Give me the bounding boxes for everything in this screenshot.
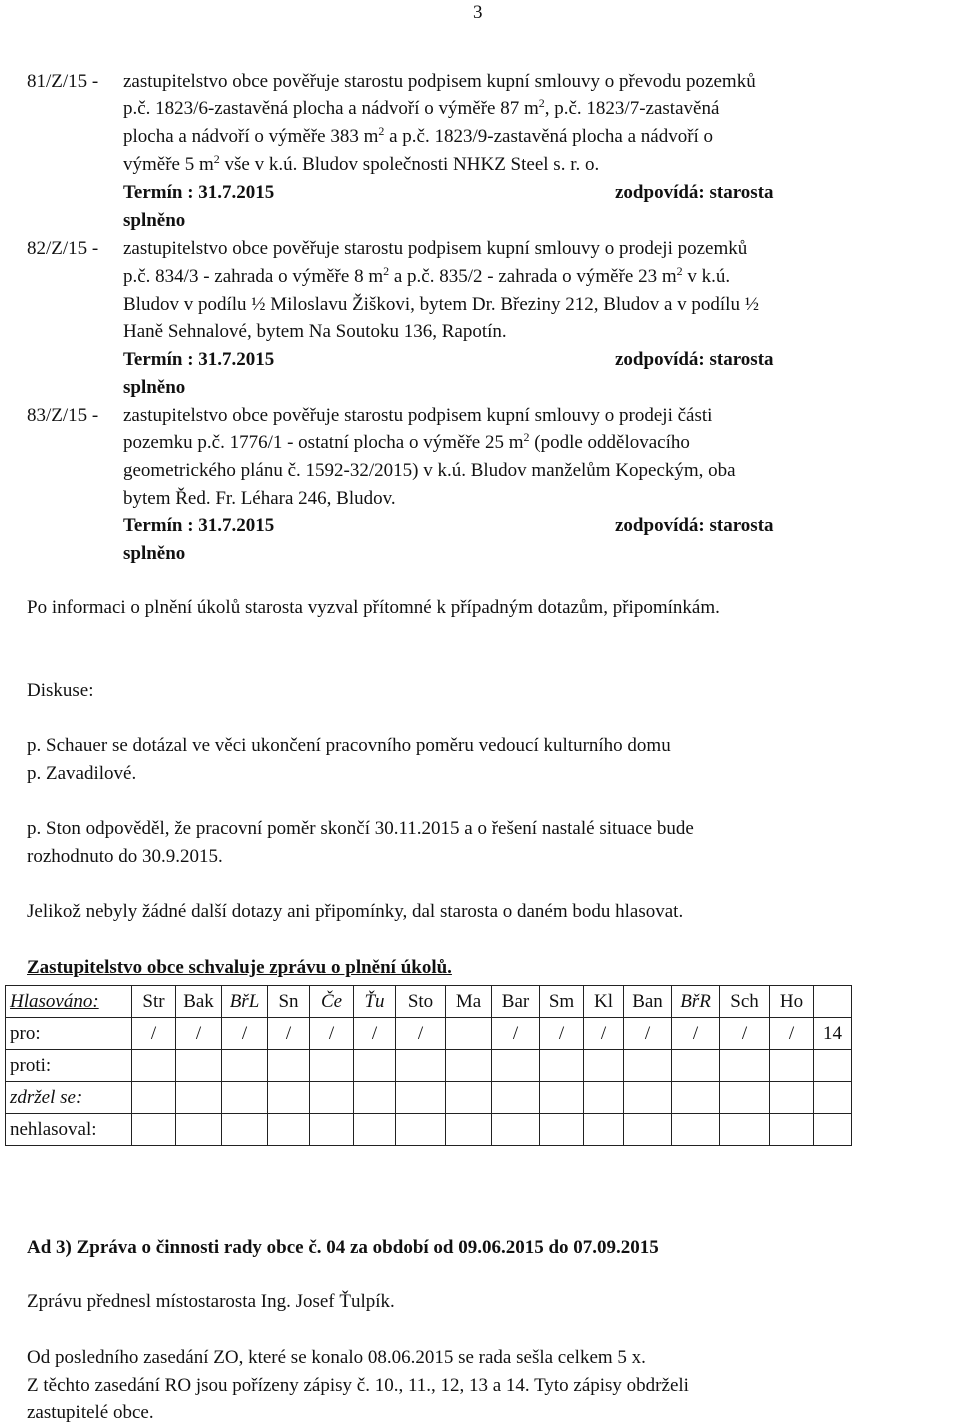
vote-cell: / (624, 1018, 672, 1050)
vote-header-cell: Str (132, 986, 176, 1018)
vote-header-cell: Ťu (354, 986, 396, 1018)
vote-row-label: zdržel se: (6, 1082, 132, 1114)
deadline: Termín : 31.7.2015 (123, 349, 275, 370)
discussion-heading: Diskuse: (27, 680, 94, 701)
vote-header-cell: Bak (176, 986, 222, 1018)
status: splněno (123, 210, 186, 231)
vote-row-label: nehlasoval: (6, 1114, 132, 1146)
vote-cell (446, 1018, 492, 1050)
resolution-item-text: plocha a nádvoří o výměře 383 $m^2$ a p.č. 1823/9-zastavěná plocha a nádvoří o (123, 124, 714, 147)
section-text: Z těchto zasedání RO jsou pořízeny zápisy č. 10., 11., 12, 13 a 14. Tyto zápisy obdrželi (27, 1375, 689, 1396)
vote-cell: / (584, 1018, 624, 1050)
resolution-item-number: 82/Z/15 - (27, 238, 99, 259)
resolution-item-text: geometrického plánu č. 1592-32/2015) v k.ú. Bludov manželům Kopeckým, oba (123, 460, 736, 481)
vote-cell: / (268, 1018, 310, 1050)
vote-header-cell: Kl (584, 986, 624, 1018)
vote-row-pro (6, 1018, 852, 1050)
vote-row-label: proti: (6, 1050, 132, 1082)
vote-cell: / (770, 1018, 814, 1050)
vote-row-proti (6, 1050, 852, 1082)
resolution-item-text: p.č. 834/3 - zahrada o výměře 8 $m^2$ a p.č. 835/2 - zahrada o výměře 23 $m^2$ v k.ú. (123, 264, 731, 287)
vote-cell: / (672, 1018, 720, 1050)
vote-header-cell: BřL (222, 986, 268, 1018)
section-text: Zprávu přednesl místostarosta Ing. Josef Ťulpík. (27, 1291, 395, 1312)
vote-cell: / (540, 1018, 584, 1050)
vote-cell: / (222, 1018, 268, 1050)
vote-cell: / (396, 1018, 446, 1050)
deadline: Termín : 31.7.2015 (123, 182, 275, 203)
section-heading: Ad 3) Zpráva o činnosti rady obce č. 04 za období od 09.06.2015 do 07.09.2015 (27, 1237, 659, 1258)
vote-row-nehlasoval (6, 1114, 852, 1146)
vote-header-cell: Če (310, 986, 354, 1018)
responsible: zodpovídá: starosta (615, 182, 774, 203)
vote-cell: / (132, 1018, 176, 1050)
discussion-text: rozhodnuto do 30.9.2015. (27, 846, 223, 867)
vote-cell: / (492, 1018, 540, 1050)
section-text: Od posledního zasedání ZO, které se konalo 08.06.2015 se rada sešla celkem 5 x. (27, 1347, 646, 1368)
deadline: Termín : 31.7.2015 (123, 515, 275, 536)
section-text: zastupitelé obce. (27, 1402, 154, 1423)
vote-header-cell: Sch (720, 986, 770, 1018)
resolution-item-number: 81/Z/15 - (27, 71, 99, 92)
vote-header-cell: Hlasováno: (6, 986, 132, 1018)
vote-header-cell: Sto (396, 986, 446, 1018)
vote-header-cell (814, 986, 852, 1018)
vote-cell: / (310, 1018, 354, 1050)
resolution-text: Zastupitelstvo obce schvaluje zprávu o plnění úkolů. (27, 957, 452, 978)
resolution-item-text: zastupitelstvo obce pověřuje starostu podpisem kupní smlouvy o prodeji části (123, 405, 713, 426)
vote-total: 14 (814, 1018, 852, 1050)
vote-header-row (6, 986, 852, 1018)
resolution-item-text: výměře 5 $m^2$ vše v k.ú. Bludov společnosti NHKZ Steel s. r. o. (123, 152, 600, 175)
discussion-text: p. Zavadilové. (27, 763, 137, 784)
vote-header-cell: Bar (492, 986, 540, 1018)
vote-header-cell: Sm (540, 986, 584, 1018)
resolution-item-number: 83/Z/15 - (27, 405, 99, 426)
vote-table (5, 985, 852, 1146)
resolution-item-text: p.č. 1823/6-zastavěná plocha a nádvoří o výměře 87 $m^2$, p.č. 1823/7-zastavěná (123, 96, 720, 119)
vote-cell: / (720, 1018, 770, 1050)
resolution-item-text: Haně Sehnalové, bytem Na Soutoku 136, Rapotín. (123, 321, 507, 342)
vote-header-cell: Sn (268, 986, 310, 1018)
status: splněno (123, 543, 186, 564)
resolution-item-text: bytem Řed. Fr. Léhara 246, Bludov. (123, 488, 396, 509)
vote-cell: / (354, 1018, 396, 1050)
info-paragraph: Po informaci o plnění úkolů starosta vyzval přítomné k případným dotazům, připomínkám. (27, 597, 720, 618)
responsible: zodpovídá: starosta (615, 349, 774, 370)
resolution-item-text: zastupitelstvo obce pověřuje starostu podpisem kupní smlouvy o převodu pozemků (123, 71, 756, 92)
vote-header-cell: Ma (446, 986, 492, 1018)
vote-header-cell: BřR (672, 986, 720, 1018)
vote-header-cell: Ho (770, 986, 814, 1018)
vote-header-cell: Ban (624, 986, 672, 1018)
vote-row-label: pro: (6, 1018, 132, 1050)
resolution-item-text: pozemku p.č. 1776/1 - ostatní plocha o výměře 25 $m^2$ (podle oddělovacího (123, 430, 690, 453)
resolution-item-text: zastupitelstvo obce pověřuje starostu podpisem kupní smlouvy o prodeji pozemků (123, 238, 748, 259)
discussion-text: Jelikož nebyly žádné další dotazy ani připomínky, dal starosta o daném bodu hlasovat. (27, 901, 684, 922)
discussion-text: p. Ston odpověděl, že pracovní poměr skončí 30.11.2015 a o řešení nastalé situace bude (27, 818, 694, 839)
responsible: zodpovídá: starosta (615, 515, 774, 536)
status: splněno (123, 377, 186, 398)
page-number: 3 (473, 2, 483, 23)
vote-row-zdrzel (6, 1082, 852, 1114)
discussion-text: p. Schauer se dotázal ve věci ukončení pracovního poměru vedoucí kulturního domu (27, 735, 671, 756)
vote-cell: / (176, 1018, 222, 1050)
resolution-item-text: Bludov v podílu ½ Miloslavu Žiškovi, bytem Dr. Březiny 212, Bludov a v podílu ½ (123, 294, 759, 315)
